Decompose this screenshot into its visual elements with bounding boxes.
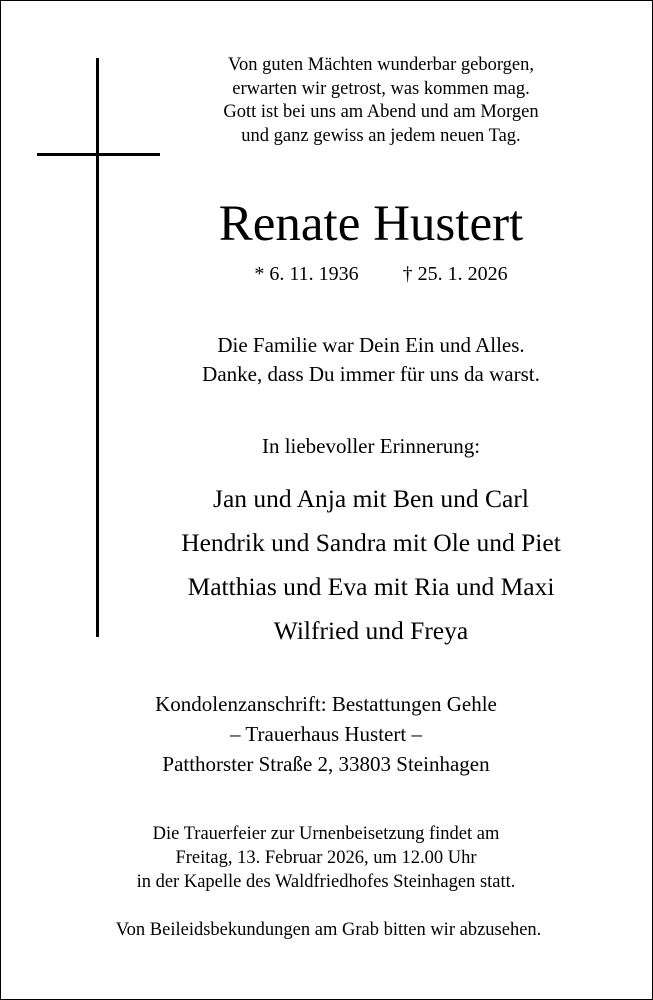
address-line: – Trauerhaus Hustert –	[230, 722, 422, 746]
address-line: Patthorster Straße 2, 33803 Steinhagen	[162, 752, 490, 776]
death-date: † 25. 1. 2026	[402, 263, 508, 285]
mourners-intro: In liebevoller Erinnerung:	[261, 434, 481, 458]
deceased-name: Renate Hustert	[218, 196, 524, 252]
poem-line: erwarten wir getrost, was kommen mag.	[232, 78, 530, 99]
message-line: Danke, dass Du immer für uns da warst.	[202, 362, 540, 386]
ceremony-info	[81, 822, 571, 894]
condolence-address	[81, 689, 571, 779]
ceremony-line: in der Kapelle des Waldfriedhofes Steinhagen statt.	[136, 872, 516, 892]
mourners-list	[121, 477, 621, 653]
poem	[161, 54, 601, 148]
family-message	[141, 331, 601, 389]
ceremony-line: Die Trauerfeier zur Urnenbeisetzung findet am	[152, 824, 500, 844]
mourner-entry: Jan und Anja mit Ben und Carl	[213, 484, 529, 513]
life-dates	[221, 259, 541, 289]
poem-line: und ganz gewiss an jedem neuen Tag.	[241, 125, 521, 146]
message-line: Die Familie war Dein Ein und Alles.	[217, 333, 525, 357]
birth-date: * 6. 11. 1936	[254, 263, 359, 285]
cross-icon-vertical-bar	[96, 58, 99, 637]
ceremony-line: Freitag, 13. Februar 2026, um 12.00 Uhr	[175, 848, 477, 868]
poem-line: Gott ist bei uns am Abend und am Morgen	[223, 102, 539, 122]
mourner-entry: Hendrik und Sandra mit Ole und Piet	[181, 528, 561, 557]
condolence-note: Von Beileidsbekundungen am Grab bitten wir abzusehen.	[115, 920, 542, 940]
poem-line: Von guten Mächten wunderbar geborgen,	[227, 55, 535, 75]
cross-icon-horizontal-bar	[37, 153, 160, 156]
mourner-entry: Matthias und Eva mit Ria und Maxi	[187, 572, 555, 601]
address-line: Kondolenzanschrift: Bestattungen Gehle	[155, 692, 497, 716]
mourner-entry: Wilfried und Freya	[273, 616, 469, 645]
